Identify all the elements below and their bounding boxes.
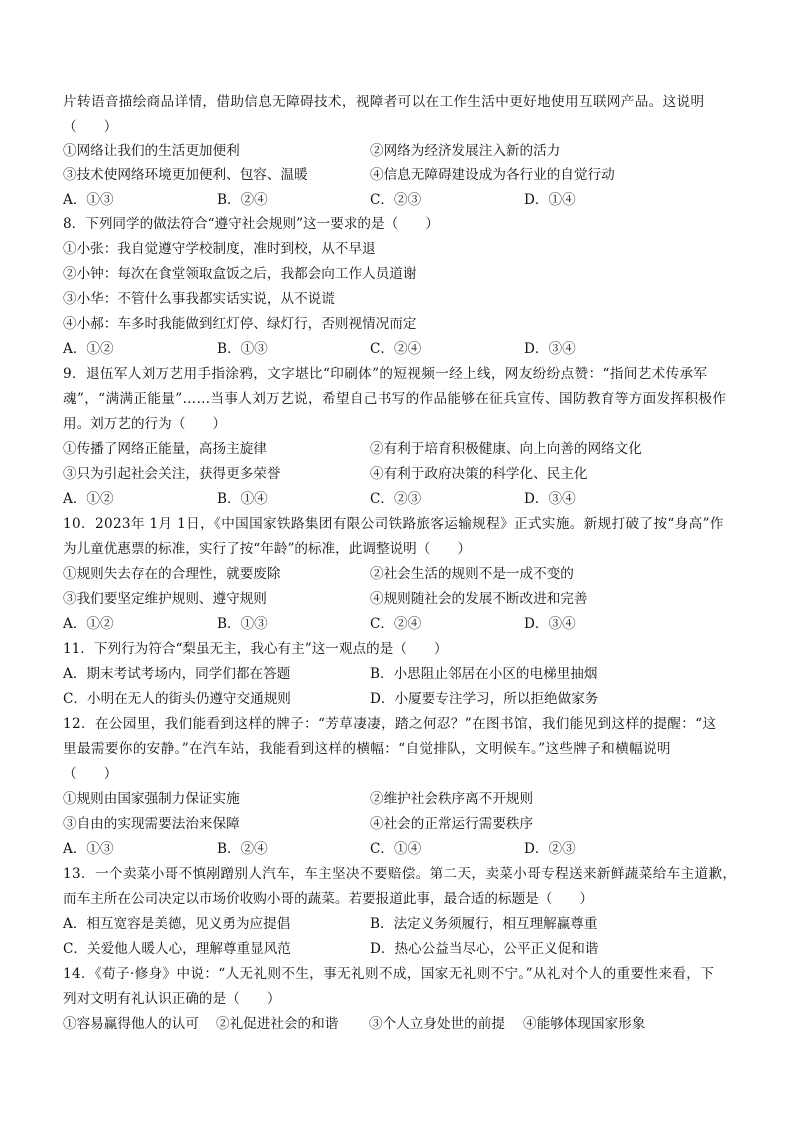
q14-statement-2: ②礼促进社会的和谐: [216, 1016, 339, 1032]
q13-option-d[interactable]: D．热心公益当尽心，公平正义促和谐: [370, 941, 599, 957]
q12-statement-3: ③自由的实现需要法治来保障: [63, 816, 240, 832]
q12-options: [63, 839, 743, 859]
q14-stem-line-2: 列对文明有礼认识正确的是（ ）: [63, 991, 281, 1007]
q10-statement-4: ④规则随社会的发展不断改进和完善: [370, 591, 588, 607]
q10-statements-row-2: [63, 589, 743, 609]
q14-statements: [63, 1014, 743, 1034]
q10-statement-1: ①规则失去存在的合理性，就要废除: [63, 566, 281, 582]
q10-options: [63, 614, 743, 634]
q10-statements-row-1: [63, 564, 743, 584]
q9-option-b[interactable]: B．①④: [217, 491, 268, 507]
q9-option-c[interactable]: C．②③: [370, 491, 422, 507]
q8-option-d[interactable]: D．③④: [524, 341, 576, 357]
q8-option-c[interactable]: C．②④: [370, 341, 422, 357]
q8-statement-1: ①小张：我自觉遵守学校制度，准时到校，从不早退: [63, 241, 376, 257]
q7-option-b[interactable]: B．②④: [217, 192, 268, 208]
q14-stem-line-1: 14．《荀子·修身》中说：“人无礼则不生，事无礼则不成，国家无礼则不宁。”从礼对个人的重要性来看，下: [63, 966, 715, 982]
q9-statement-4: ④有利于政府决策的科学化、民主化: [370, 466, 588, 482]
q11-option-d[interactable]: D．小厦要专注学习，所以拒绝做家务: [370, 691, 599, 707]
q13-options-row-2: [63, 939, 743, 959]
q12-stem-line-2: 里最需要你的安静。”在汽车站，我能看到这样的横幅：“自觉排队，文明候车。”这些牌子和横幅说明: [63, 741, 671, 757]
q9-stem-line-1: 9．退伍军人刘万艺用手指涂鸦，文字堪比“印刷体”的短视频一经上线，网友纷纷点赞：“指间艺术传承军: [63, 366, 708, 382]
q7-statement-2: ②网络为经济发展注入新的活力: [370, 143, 561, 159]
q14-statement-3: ③个人立身处世的前提: [369, 1016, 505, 1032]
q9-options: [63, 489, 743, 509]
q10-option-a[interactable]: A．①②: [63, 616, 114, 632]
q8-options: [63, 339, 743, 359]
q10-option-d[interactable]: D．③④: [524, 616, 576, 632]
q11-stem: 11．下列行为符合“梨虽无主，我心有主”这一观点的是（ ）: [63, 641, 448, 657]
q11-options-row-1: [63, 664, 743, 684]
q10-option-c[interactable]: C．②④: [370, 616, 422, 632]
q14-statement-4: ④能够体现国家形象: [523, 1016, 646, 1032]
q12-stem-line-1: 12．在公园里，我们能看到这样的牌子：“芳草凄凄，踏之何忍？”在图书馆，我们能见到这样的提醒：“这: [63, 716, 717, 732]
q8-statement-4: ④小郝：车多时我能做到红灯停、绿灯行，否则视情况而定: [63, 316, 417, 332]
q12-option-c[interactable]: C．①④: [370, 841, 422, 857]
q10-statement-3: ③我们要坚定维护规则、遵守规则: [63, 591, 267, 607]
q8-statement-3: ③小华：不管什么事我都实话实说，从不说谎: [63, 291, 335, 307]
q12-statement-1: ①规则由国家强制力保证实施: [63, 791, 240, 807]
q7-answer-paren: （ ）: [63, 119, 118, 135]
q10-stem-line-2: 为儿童优惠票的标准，实行了按“年龄”的标准，此调整说明（ ）: [63, 541, 472, 557]
q13-option-b[interactable]: B．法定义务须履行，相互理解赢尊重: [370, 916, 598, 932]
q9-stem-line-3: 用。刘万艺的行为（ ）: [63, 416, 227, 432]
q8-option-b[interactable]: B．①③: [217, 341, 268, 357]
q7-statement-4: ④信息无障碍建设成为各行业的自觉行动: [370, 167, 615, 183]
q10-statement-2: ②社会生活的规则不是一成不变的: [370, 566, 574, 582]
q9-option-d[interactable]: D．③④: [524, 491, 576, 507]
q9-statements-row-2: [63, 464, 743, 484]
q14-statement-1: ①容易赢得他人的认可: [63, 1016, 199, 1032]
q10-stem-line-1: 10．2023年 1月 1日，《中国国家铁路集团有限公司铁路旅客运输规程》正式实施。新规打破了按“身高”作: [63, 516, 724, 532]
q7-option-a[interactable]: A．①③: [63, 192, 114, 208]
q13-options-row-1: [63, 914, 743, 934]
q9-statement-3: ③只为引起社会关注，获得更多荣誉: [63, 466, 281, 482]
q11-options-row-2: [63, 689, 743, 709]
q11-option-c[interactable]: C．小明在无人的街头仍遵守交通规则: [63, 691, 291, 707]
q12-option-a[interactable]: A．①③: [63, 841, 114, 857]
q11-option-b[interactable]: B．小思阻止邻居在小区的电梯里抽烟: [370, 666, 598, 682]
q12-statements-row-1: [63, 789, 743, 809]
q12-option-d[interactable]: D．②③: [524, 841, 576, 857]
q13-stem-line-2: 而车主所在公司决定以市场价收购小哥的蔬菜。若要报道此事，最合适的标题是（ ）: [63, 891, 594, 907]
q8-statement-2: ②小钟：每次在食堂领取盒饭之后，我都会向工作人员道谢: [63, 266, 417, 282]
q7-options: [63, 190, 743, 210]
q8-stem: 8．下列同学的做法符合“遵守社会规则”这一要求的是（ ）: [63, 216, 439, 232]
q11-option-a[interactable]: A．期末考试考场内，同学们都在答题: [63, 666, 291, 682]
q7-option-c[interactable]: C．②③: [370, 192, 422, 208]
q10-option-b[interactable]: B．①③: [217, 616, 268, 632]
q9-statement-1: ①传播了网络正能量，高扬主旋律: [63, 441, 267, 457]
q12-answer-paren: （ ）: [63, 766, 118, 782]
q12-statement-4: ④社会的正常运行需要秩序: [370, 816, 534, 832]
q9-statement-2: ②有利于培育积极健康、向上向善的网络文化: [370, 441, 642, 457]
q7-statements-row-1: [63, 141, 743, 161]
q9-option-a[interactable]: A．①②: [63, 491, 114, 507]
q12-statements-row-2: [63, 814, 743, 834]
q12-statement-2: ②维护社会秩序离不开规则: [370, 791, 534, 807]
q9-statements-row-1: [63, 439, 743, 459]
q13-option-c[interactable]: C．关爱他人暖人心，理解尊重显风范: [63, 941, 291, 957]
q7-option-d[interactable]: D．①④: [524, 192, 576, 208]
q9-stem-line-2: 魂”，“满满正能量”……当事人刘万艺说，希望自己书写的作品能够在征兵宣传、国防教育等方面发挥积极作: [63, 391, 727, 407]
q8-option-a[interactable]: A．①②: [63, 341, 114, 357]
q7-statement-3: ③技术使网络环境更加便利、包容、温暖: [63, 167, 308, 183]
q13-option-a[interactable]: A．相互宽容是美德，见义勇为应提倡: [63, 916, 291, 932]
q7-statement-1: ①网络让我们的生活更加便利: [63, 143, 240, 159]
q7-statements-row-2: [63, 165, 743, 185]
q12-option-b[interactable]: B．②④: [217, 841, 268, 857]
q7-stem-tail: 片转语音描绘商品详情，借助信息无障碍技术，视障者可以在工作生活中更好地使用互联网产品。这说明: [63, 94, 705, 110]
q13-stem-line-1: 13．一个卖菜小哥不慎剐蹭别人汽车，车主坚决不要赔偿。第二天，卖菜小哥专程送来新鲜蔬菜给车主道歉，: [63, 866, 737, 882]
